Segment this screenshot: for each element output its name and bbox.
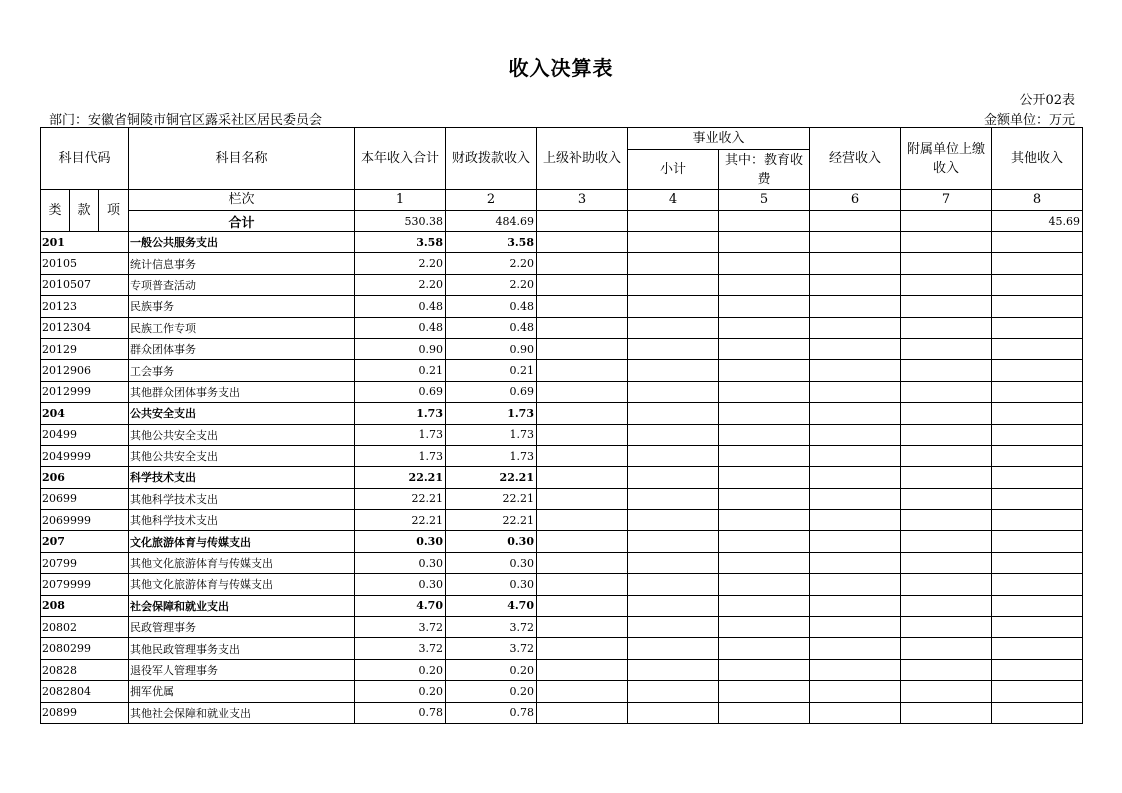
row-edu — [719, 681, 810, 702]
row-name: 民族工作专项 — [129, 317, 355, 338]
row-other — [992, 403, 1083, 424]
row-operating — [810, 510, 901, 531]
row-fiscal: 22.21 — [446, 510, 537, 531]
row-upper — [537, 681, 628, 702]
row-operating — [810, 317, 901, 338]
row-name: 民政管理事务 — [129, 617, 355, 638]
row-fiscal: 2.20 — [446, 253, 537, 274]
row-affiliated — [901, 510, 992, 531]
row-affiliated — [901, 702, 992, 723]
row-operating — [810, 681, 901, 702]
row-edu — [719, 424, 810, 445]
row-other — [992, 274, 1083, 295]
row-subtotal — [628, 360, 719, 381]
row-subtotal — [628, 552, 719, 573]
row-name: 退役军人管理事务 — [129, 659, 355, 680]
header-operating: 经营收入 — [810, 128, 901, 190]
row-code: 20899 — [41, 702, 129, 723]
row-other — [992, 317, 1083, 338]
total-label: 合计 — [129, 211, 355, 232]
col-num-4: 4 — [628, 190, 719, 211]
row-operating — [810, 360, 901, 381]
row-subtotal — [628, 531, 719, 552]
row-other — [992, 681, 1083, 702]
row-upper — [537, 381, 628, 402]
row-edu — [719, 232, 810, 253]
row-upper — [537, 638, 628, 659]
table-row — [41, 552, 1083, 573]
row-code: 207 — [41, 531, 129, 552]
row-operating — [810, 531, 901, 552]
row-fiscal: 1.73 — [446, 445, 537, 466]
row-subtotal — [628, 338, 719, 359]
row-upper — [537, 253, 628, 274]
row-total: 0.30 — [355, 552, 446, 573]
row-total: 1.73 — [355, 424, 446, 445]
row-upper — [537, 296, 628, 317]
row-total: 22.21 — [355, 467, 446, 488]
row-other — [992, 702, 1083, 723]
row-upper — [537, 702, 628, 723]
table-row — [41, 445, 1083, 466]
table-row — [41, 296, 1083, 317]
table-row — [41, 274, 1083, 295]
row-edu — [719, 253, 810, 274]
row-total: 0.69 — [355, 381, 446, 402]
row-subtotal — [628, 317, 719, 338]
row-affiliated — [901, 274, 992, 295]
row-other — [992, 467, 1083, 488]
row-total: 0.90 — [355, 338, 446, 359]
row-affiliated — [901, 552, 992, 573]
col-num-6: 6 — [810, 190, 901, 211]
row-edu — [719, 595, 810, 616]
table-row — [41, 232, 1083, 253]
row-upper — [537, 552, 628, 573]
table-row — [41, 360, 1083, 381]
row-subtotal — [628, 403, 719, 424]
row-edu — [719, 403, 810, 424]
table-row — [41, 488, 1083, 509]
row-code: 20699 — [41, 488, 129, 509]
row-edu — [719, 617, 810, 638]
row-affiliated — [901, 296, 992, 317]
row-edu — [719, 381, 810, 402]
row-code: 208 — [41, 595, 129, 616]
total-subtotal — [628, 211, 719, 232]
row-subtotal — [628, 424, 719, 445]
table-row — [41, 467, 1083, 488]
table-row — [41, 617, 1083, 638]
table-row — [41, 659, 1083, 680]
page-title: 收入决算表 — [508, 56, 614, 80]
row-fiscal: 0.48 — [446, 296, 537, 317]
row-fiscal: 0.78 — [446, 702, 537, 723]
row-code: 2010507 — [41, 274, 129, 295]
row-subtotal — [628, 232, 719, 253]
row-operating — [810, 659, 901, 680]
row-other — [992, 574, 1083, 595]
header-edu: 其中：教育收费 — [719, 150, 810, 190]
row-name: 其他文化旅游体育与传媒支出 — [129, 574, 355, 595]
row-code: 2012906 — [41, 360, 129, 381]
row-name: 其他公共安全支出 — [129, 424, 355, 445]
row-code: 2069999 — [41, 510, 129, 531]
row-operating — [810, 296, 901, 317]
row-name: 其他科学技术支出 — [129, 510, 355, 531]
row-code: 20799 — [41, 552, 129, 573]
row-upper — [537, 617, 628, 638]
table-row — [41, 424, 1083, 445]
row-total: 2.20 — [355, 274, 446, 295]
row-edu — [719, 317, 810, 338]
row-operating — [810, 574, 901, 595]
row-subtotal — [628, 681, 719, 702]
row-subtotal — [628, 296, 719, 317]
header-code: 科目代码 — [41, 128, 129, 190]
table-row — [41, 681, 1083, 702]
row-operating — [810, 232, 901, 253]
row-operating — [810, 338, 901, 359]
row-other — [992, 617, 1083, 638]
row-code: 2080299 — [41, 638, 129, 659]
row-edu — [719, 510, 810, 531]
row-other — [992, 659, 1083, 680]
row-affiliated — [901, 424, 992, 445]
row-name: 其他科学技术支出 — [129, 488, 355, 509]
row-total: 3.72 — [355, 617, 446, 638]
row-other — [992, 232, 1083, 253]
row-affiliated — [901, 338, 992, 359]
row-affiliated — [901, 574, 992, 595]
row-subtotal — [628, 574, 719, 595]
table-row — [41, 510, 1083, 531]
row-fiscal: 4.70 — [446, 595, 537, 616]
row-fiscal: 0.20 — [446, 681, 537, 702]
row-subtotal — [628, 381, 719, 402]
row-name: 其他民政管理事务支出 — [129, 638, 355, 659]
row-fiscal: 0.30 — [446, 574, 537, 595]
row-other — [992, 510, 1083, 531]
row-total: 0.48 — [355, 296, 446, 317]
row-fiscal: 0.48 — [446, 317, 537, 338]
row-code: 204 — [41, 403, 129, 424]
row-affiliated — [901, 659, 992, 680]
row-edu — [719, 702, 810, 723]
table-row — [41, 595, 1083, 616]
row-name: 科学技术支出 — [129, 467, 355, 488]
row-fiscal: 0.30 — [446, 531, 537, 552]
row-other — [992, 381, 1083, 402]
row-operating — [810, 403, 901, 424]
row-affiliated — [901, 681, 992, 702]
row-upper — [537, 424, 628, 445]
row-code: 20123 — [41, 296, 129, 317]
row-name: 文化旅游体育与传媒支出 — [129, 531, 355, 552]
row-edu — [719, 274, 810, 295]
row-fiscal: 0.90 — [446, 338, 537, 359]
row-subtotal — [628, 467, 719, 488]
row-total: 3.58 — [355, 232, 446, 253]
row-operating — [810, 467, 901, 488]
row-code: 20499 — [41, 424, 129, 445]
row-operating — [810, 595, 901, 616]
row-name: 拥军优属 — [129, 681, 355, 702]
total-fiscal: 484.69 — [446, 211, 537, 232]
row-edu — [719, 338, 810, 359]
row-subtotal — [628, 659, 719, 680]
col-num-8: 8 — [992, 190, 1083, 211]
header-business: 事业收入 — [628, 128, 810, 150]
row-upper — [537, 574, 628, 595]
row-upper — [537, 595, 628, 616]
header-xiang: 项 — [99, 190, 129, 232]
row-affiliated — [901, 253, 992, 274]
col-num-2: 2 — [446, 190, 537, 211]
row-fiscal: 0.21 — [446, 360, 537, 381]
row-affiliated — [901, 317, 992, 338]
table-row — [41, 574, 1083, 595]
header-kuan: 款 — [70, 190, 99, 232]
table-code: 公开02表 — [1019, 93, 1075, 108]
row-affiliated — [901, 467, 992, 488]
row-total: 1.73 — [355, 403, 446, 424]
row-total: 22.21 — [355, 510, 446, 531]
row-operating — [810, 638, 901, 659]
row-affiliated — [901, 531, 992, 552]
row-operating — [810, 381, 901, 402]
row-subtotal — [628, 445, 719, 466]
header-total: 本年收入合计 — [355, 128, 446, 190]
row-upper — [537, 510, 628, 531]
row-code: 201 — [41, 232, 129, 253]
row-name: 民族事务 — [129, 296, 355, 317]
row-code: 20129 — [41, 338, 129, 359]
row-total: 0.48 — [355, 317, 446, 338]
row-affiliated — [901, 403, 992, 424]
row-code: 206 — [41, 467, 129, 488]
header-other: 其他收入 — [992, 128, 1083, 190]
row-total: 0.30 — [355, 574, 446, 595]
row-fiscal: 0.20 — [446, 659, 537, 680]
row-edu — [719, 445, 810, 466]
row-code: 2012304 — [41, 317, 129, 338]
row-total: 0.78 — [355, 702, 446, 723]
table-row — [41, 702, 1083, 723]
row-upper — [537, 531, 628, 552]
row-subtotal — [628, 253, 719, 274]
row-subtotal — [628, 488, 719, 509]
row-operating — [810, 274, 901, 295]
row-code: 2049999 — [41, 445, 129, 466]
row-affiliated — [901, 488, 992, 509]
total-affiliated — [901, 211, 992, 232]
row-operating — [810, 552, 901, 573]
row-name: 专项普查活动 — [129, 274, 355, 295]
row-other — [992, 338, 1083, 359]
row-code: 20105 — [41, 253, 129, 274]
row-fiscal: 3.72 — [446, 638, 537, 659]
row-operating — [810, 702, 901, 723]
row-total: 22.21 — [355, 488, 446, 509]
header-name: 科目名称 — [129, 128, 355, 190]
row-edu — [719, 574, 810, 595]
row-edu — [719, 360, 810, 381]
row-other — [992, 253, 1083, 274]
header-lanci: 栏次 — [129, 190, 355, 211]
header-upper: 上级补助收入 — [537, 128, 628, 190]
row-fiscal: 0.30 — [446, 552, 537, 573]
row-fiscal: 0.69 — [446, 381, 537, 402]
row-other — [992, 424, 1083, 445]
row-edu — [719, 296, 810, 317]
header-fiscal: 财政拨款收入 — [446, 128, 537, 190]
row-subtotal — [628, 638, 719, 659]
row-affiliated — [901, 381, 992, 402]
row-fiscal: 22.21 — [446, 467, 537, 488]
row-subtotal — [628, 274, 719, 295]
row-upper — [537, 317, 628, 338]
row-upper — [537, 467, 628, 488]
row-total: 0.21 — [355, 360, 446, 381]
row-code: 2079999 — [41, 574, 129, 595]
row-upper — [537, 360, 628, 381]
department-label: 部门：安徽省铜陵市铜官区露采社区居民委员会 — [49, 113, 323, 128]
row-operating — [810, 617, 901, 638]
row-upper — [537, 659, 628, 680]
row-fiscal: 3.72 — [446, 617, 537, 638]
row-name: 其他公共安全支出 — [129, 445, 355, 466]
row-edu — [719, 467, 810, 488]
table-row — [41, 531, 1083, 552]
row-total: 2.20 — [355, 253, 446, 274]
header-subtotal: 小计 — [628, 150, 719, 190]
income-table — [40, 127, 1083, 724]
row-code: 20802 — [41, 617, 129, 638]
row-subtotal — [628, 510, 719, 531]
row-fiscal: 3.58 — [446, 232, 537, 253]
total-other: 45.69 — [992, 211, 1083, 232]
row-name: 群众团体事务 — [129, 338, 355, 359]
row-affiliated — [901, 617, 992, 638]
row-total: 0.20 — [355, 681, 446, 702]
row-upper — [537, 232, 628, 253]
table-row — [41, 317, 1083, 338]
row-other — [992, 638, 1083, 659]
total-operating — [810, 211, 901, 232]
row-upper — [537, 488, 628, 509]
row-affiliated — [901, 445, 992, 466]
row-name: 其他群众团体事务支出 — [129, 381, 355, 402]
row-fiscal: 1.73 — [446, 403, 537, 424]
row-operating — [810, 445, 901, 466]
row-upper — [537, 338, 628, 359]
col-num-3: 3 — [537, 190, 628, 211]
total-upper — [537, 211, 628, 232]
row-name: 一般公共服务支出 — [129, 232, 355, 253]
amount-unit-label: 金额单位：万元 — [983, 113, 1075, 128]
row-total: 0.30 — [355, 531, 446, 552]
row-operating — [810, 253, 901, 274]
row-name: 公共安全支出 — [129, 403, 355, 424]
row-other — [992, 595, 1083, 616]
row-affiliated — [901, 232, 992, 253]
row-name: 工会事务 — [129, 360, 355, 381]
table-row — [41, 403, 1083, 424]
header-lei: 类 — [41, 190, 70, 232]
row-code: 20828 — [41, 659, 129, 680]
total-edu — [719, 211, 810, 232]
table-row — [41, 253, 1083, 274]
row-edu — [719, 638, 810, 659]
header-affiliated: 附属单位上缴收入 — [901, 128, 992, 190]
row-other — [992, 488, 1083, 509]
row-edu — [719, 488, 810, 509]
row-code: 2012999 — [41, 381, 129, 402]
row-name: 社会保障和就业支出 — [129, 595, 355, 616]
row-subtotal — [628, 595, 719, 616]
row-operating — [810, 488, 901, 509]
row-edu — [719, 531, 810, 552]
row-other — [992, 552, 1083, 573]
row-fiscal: 2.20 — [446, 274, 537, 295]
row-affiliated — [901, 638, 992, 659]
row-fiscal: 22.21 — [446, 488, 537, 509]
row-other — [992, 445, 1083, 466]
row-other — [992, 531, 1083, 552]
row-edu — [719, 552, 810, 573]
table-row — [41, 381, 1083, 402]
table-row — [41, 338, 1083, 359]
col-num-7: 7 — [901, 190, 992, 211]
col-num-5: 5 — [719, 190, 810, 211]
row-affiliated — [901, 360, 992, 381]
row-subtotal — [628, 702, 719, 723]
row-other — [992, 296, 1083, 317]
row-name: 统计信息事务 — [129, 253, 355, 274]
row-other — [992, 360, 1083, 381]
row-name: 其他文化旅游体育与传媒支出 — [129, 552, 355, 573]
row-upper — [537, 403, 628, 424]
row-code: 2082804 — [41, 681, 129, 702]
row-total: 0.20 — [355, 659, 446, 680]
row-fiscal: 1.73 — [446, 424, 537, 445]
total-value: 530.38 — [355, 211, 446, 232]
row-subtotal — [628, 617, 719, 638]
row-operating — [810, 424, 901, 445]
row-upper — [537, 274, 628, 295]
row-affiliated — [901, 595, 992, 616]
row-edu — [719, 659, 810, 680]
row-upper — [537, 445, 628, 466]
col-num-1: 1 — [355, 190, 446, 211]
row-total: 4.70 — [355, 595, 446, 616]
table-row — [41, 638, 1083, 659]
row-total: 3.72 — [355, 638, 446, 659]
row-total: 1.73 — [355, 445, 446, 466]
row-name: 其他社会保障和就业支出 — [129, 702, 355, 723]
